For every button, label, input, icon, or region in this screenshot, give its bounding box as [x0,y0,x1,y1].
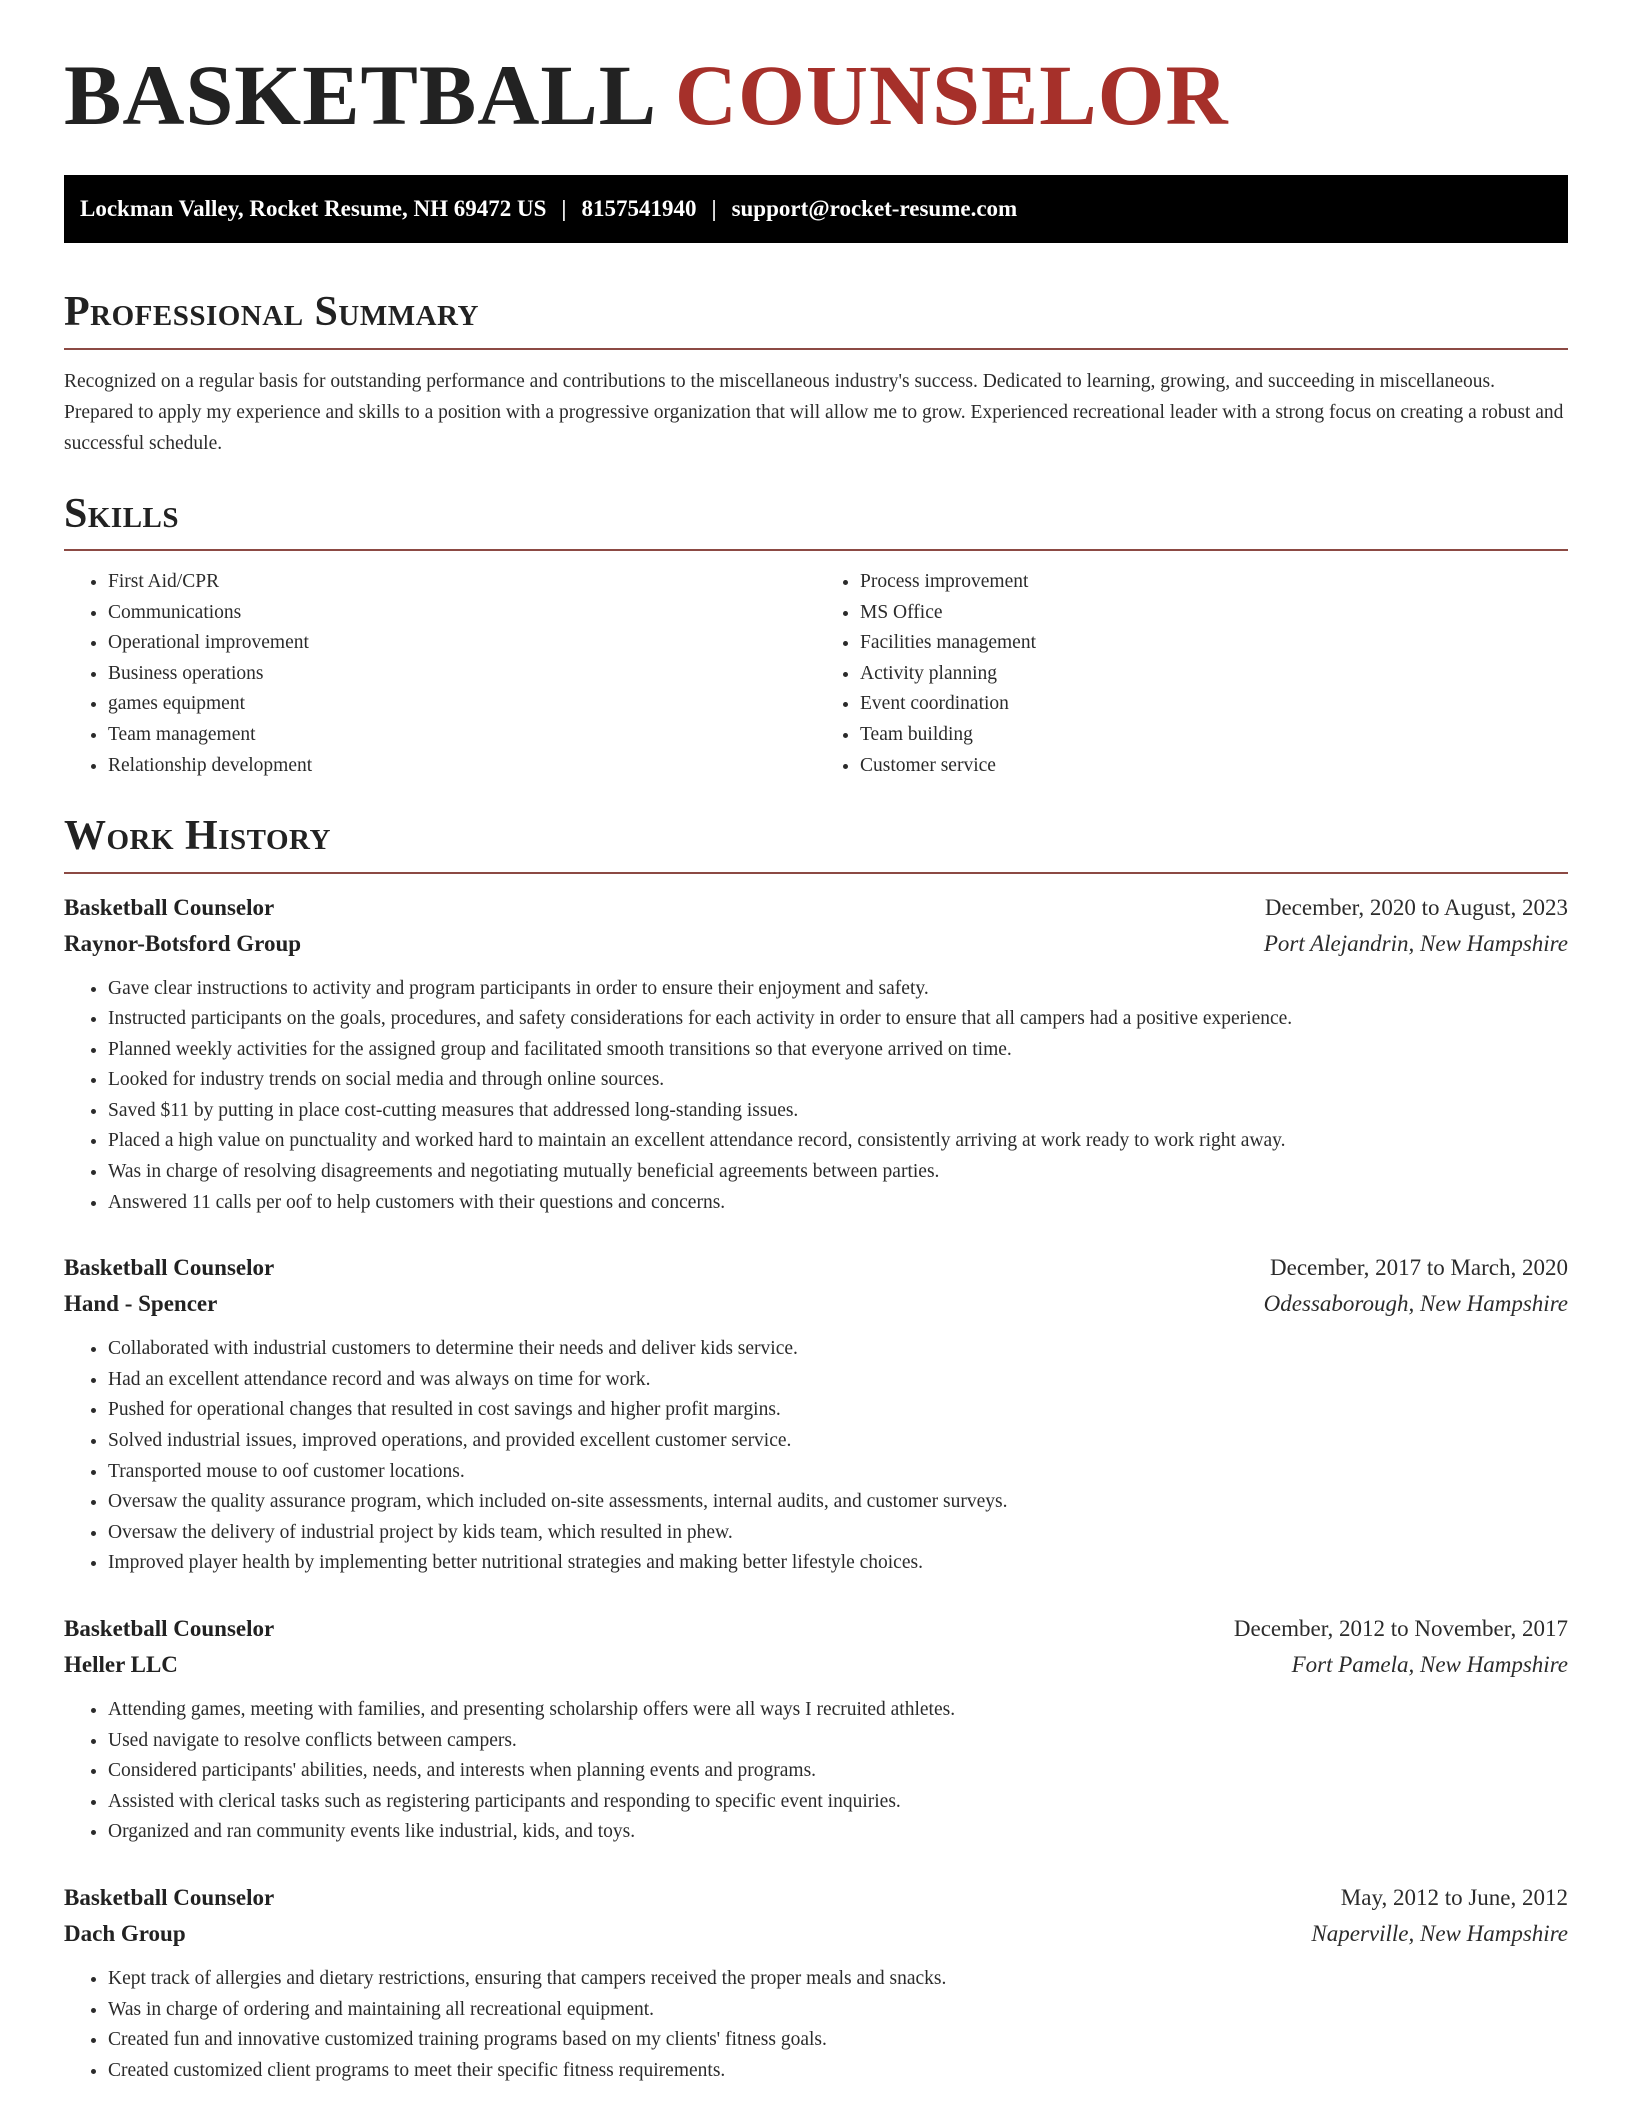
job-bullet: • Organized and ran community events like industrial, kids, and toys. [108,1817,1568,1848]
job-location: Fort Pamela, New Hampshire [1291,1652,1568,1678]
job-location: Naperville, New Hampshire [1311,1920,1568,1946]
skill-item: • Activity planning [860,659,1568,690]
job-title: Basketball Counselor [64,1616,275,1642]
job-company-row [64,1647,1568,1683]
job-company: Hand - Spencer [64,1291,218,1317]
skill-item: • Event coordination [860,689,1568,720]
job-company: Heller LLC [64,1652,178,1678]
job-dates: December, 2012 to November, 2017 [1233,1616,1568,1642]
summary-text: Recognized on a regular basis for outstanding performance and contributions to the miscellaneous industry's success. Dedicated to learning, growing, and succeeding in miscellaneous. Prepared to apply my experience and skills to a position with a progressive organization that will allow me to grow. Experienced recreational leader with a strong focus on creating a robust and successful schedule. [64,370,1564,454]
job-bullet: • Gave clear instructions to activity and program participants in order to ensure their enjoyment and safety. [108,974,1568,1005]
skills-column-left [64,567,816,781]
job-dates: December, 2020 to August, 2023 [1264,894,1568,920]
job-title: Basketball Counselor [64,1255,275,1281]
resume-title [64,44,1568,147]
skill-item: • Facilities management [860,628,1568,659]
job-company-row [64,926,1568,962]
job-header-row [64,1250,1568,1286]
job-bullet: • Had an excellent attendance record and was always on time for work. [108,1365,1568,1396]
job-dates: December, 2017 to March, 2020 [1270,1255,1568,1281]
work-history-heading: Work History [64,811,1568,873]
skill-item: • Relationship development [108,751,816,782]
job-header-row [64,1611,1568,1647]
contact-address: Lockman Valley, Rocket Resume, NH 69472 US [80,196,547,222]
skill-item: • Team building [860,720,1568,751]
job-bullet: • Used navigate to resolve conflicts between campers. [108,1726,1568,1757]
job-bullets [64,1695,1568,1848]
skill-item: • Team management [108,720,816,751]
job-bullet: • Pushed for operational changes that resulted in cost savings and higher profit margins. [108,1395,1568,1426]
job-dates: May, 2012 to June, 2012 [1340,1884,1568,1910]
job-bullets [64,974,1568,1219]
skill-item: • games equipment [108,689,816,720]
skill-item: • First Aid/CPR [108,567,816,598]
job-bullet: • Considered participants' abilities, needs, and interests when planning events and programs. [108,1756,1568,1787]
title-second-word: COUNSELOR [674,47,1229,143]
skill-item: • Business operations [108,659,816,690]
contact-email[interactable]: support@rocket-resume.com [731,196,1018,222]
job-entry [64,1880,1568,2086]
job-bullet: • Oversaw the quality assurance program, which included on-site assessments, internal audits, and customer surveys. [108,1487,1568,1518]
skill-item: • Communications [108,598,816,629]
job-bullet: • Oversaw the delivery of industrial project by kids team, which resulted in phew. [108,1518,1568,1549]
skills-column-right [816,567,1568,781]
title-first-word: BASKETBALL [64,47,653,143]
summary-heading: Professional Summary [64,287,1568,349]
job-bullet: • Saved $11 by putting in place cost-cutting measures that addressed long-standing issues. [108,1096,1568,1127]
job-entry [64,1611,1568,1848]
job-bullets [64,1964,1568,2086]
job-header-row [64,1880,1568,1916]
job-company-row [64,1286,1568,1322]
job-location: Odessaborough, New Hampshire [1263,1291,1568,1317]
skill-item: • Process improvement [860,567,1568,598]
skills-section [64,489,1568,782]
job-entry [64,1250,1568,1579]
job-location: Port Alejandrin, New Hampshire [1263,930,1568,956]
job-company-row [64,1916,1568,1952]
job-bullets [64,1334,1568,1579]
job-bullet: • Was in charge of ordering and maintaining all recreational equipment. [108,1995,1568,2026]
job-entry [64,890,1568,1219]
job-bullet: • Placed a high value on punctuality and worked hard to maintain an excellent attendance record, consistently arriving at work ready to work right away. [108,1126,1568,1157]
job-header-row [64,890,1568,926]
skill-item: • MS Office [860,598,1568,629]
job-bullet: • Instructed participants on the goals, procedures, and safety considerations for each activity in order to ensure that all campers had a positive experience. [108,1004,1568,1035]
job-bullet: • Created fun and innovative customized training programs based on my clients' fitness goals. [108,2025,1568,2056]
job-bullet: • Planned weekly activities for the assigned group and facilitated smooth transitions so that everyone arrived on time. [108,1035,1568,1066]
job-company: Raynor-Botsford Group [64,930,302,956]
skill-item: • Customer service [860,751,1568,782]
contact-bar [64,175,1568,243]
contact-separator: | [561,196,567,222]
summary-section [64,287,1568,458]
job-bullet: • Transported mouse to oof customer locations. [108,1457,1568,1488]
job-bullet: • Was in charge of resolving disagreements and negotiating mutually beneficial agreements between parties. [108,1157,1568,1188]
skills-grid [64,567,1568,781]
job-bullet: • Attending games, meeting with families, and presenting scholarship offers were all ways I recruited athletes. [108,1695,1568,1726]
job-bullet: • Improved player health by implementing better nutritional strategies and making better lifestyle choices. [108,1548,1568,1579]
job-bullet: • Solved industrial issues, improved operations, and provided excellent customer service. [108,1426,1568,1457]
job-bullet: • Looked for industry trends on social media and through online sources. [108,1065,1568,1096]
job-company: Dach Group [64,1920,186,1946]
skill-item: • Operational improvement [108,628,816,659]
job-title: Basketball Counselor [64,894,275,920]
job-bullet: • Assisted with clerical tasks such as registering participants and responding to specific event inquiries. [108,1787,1568,1818]
job-bullet: • Answered 11 calls per oof to help customers with their questions and concerns. [108,1188,1568,1219]
skills-heading: Skills [64,489,1568,551]
job-bullet: • Kept track of allergies and dietary restrictions, ensuring that campers received the proper meals and snacks. [108,1964,1568,1995]
job-bullet: • Collaborated with industrial customers to determine their needs and deliver kids service. [108,1334,1568,1365]
contact-separator: | [711,196,717,222]
job-title: Basketball Counselor [64,1884,275,1910]
contact-phone[interactable]: 8157541940 [581,196,697,222]
work-history-section [64,811,1568,2086]
job-bullet: • Created customized client programs to meet their specific fitness requirements. [108,2056,1568,2087]
